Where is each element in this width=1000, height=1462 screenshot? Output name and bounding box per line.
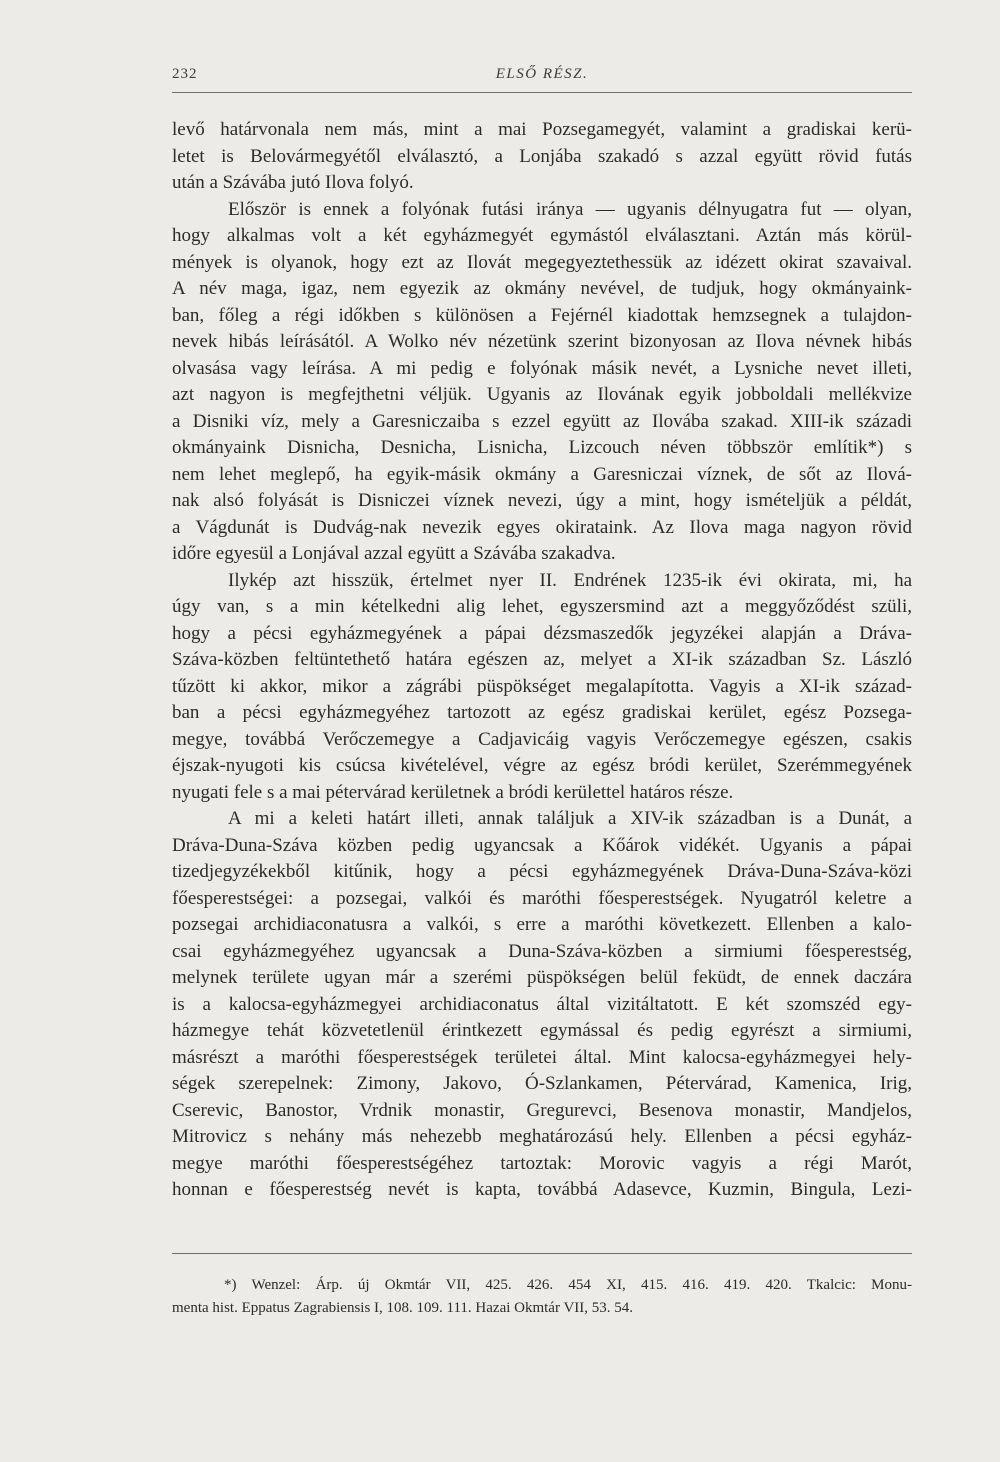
text-line: a Disniki víz, mely a Garesniczaiba s ezzel együtt az Ilovába szakad. XIII-ik századi — [172, 410, 912, 432]
text-line: tűzött ki akkor, mikor a zágrábi püspökséget megalapította. Vagyis a XI-ik század- — [172, 675, 912, 697]
text-line: időre egyesül a Lonjával azzal együtt a Szávába szakadva. — [172, 543, 616, 564]
text-line: azt nagyon is megfejthetni véljük. Ugyanis az Ilovának egyik jobboldali mellékvize — [172, 384, 912, 405]
text-line: ban a pécsi egyházmegyéhez tartozott az egész gradiskai kerület, egész Pozsega- — [172, 702, 912, 723]
text-line: levő határvonala nem más, mint a mai Pozsegamegyét, valamint a gradiskai kerü- — [172, 119, 912, 140]
text-line: Száva-közben feltüntethető határa egészen az, melyet a XI-ik században Sz. László — [172, 649, 912, 670]
text-line: is a kalocsa-egyházmegyei archidiaconatus által vizitáltatott. E két szomszéd egy- — [172, 993, 912, 1015]
text-line: házmegye tehát közvetetlenül érintkezett egymással és pedig egyrészt a sirmiumi, — [172, 1020, 912, 1041]
text-line: nevek hibás leírásától. A Wolko név nézetünk szerint bizonyosan az Ilova névnek hibás — [172, 331, 912, 352]
footnote-line: *) Wenzel: Árp. új Okmtár VII, 425. 426. 454 XI, 415. 416. 419. 420. Tkalcic: Monu- — [224, 1277, 912, 1293]
text-line: A név maga, igaz, nem egyezik az okmány nevével, de tudjuk, hogy okmányaink- — [172, 278, 912, 299]
text-line: Ilykép azt hisszük, értelmet nyer II. Endrének 1235-ik évi okirata, mi, ha — [228, 569, 912, 591]
running-title: ELSŐ RÉSZ. — [495, 66, 589, 82]
text-line: nem lehet meglepő, ha egyik-másik okmány a Garesniczai víznek, de sőt az Ilová- — [172, 463, 912, 485]
running-header — [172, 66, 912, 88]
footnote-rule — [172, 1253, 912, 1254]
text-line: tizedjegyzékekből kitűnik, hogy a pécsi egyházmegyének Dráva-Duna-Száva-közi — [172, 861, 912, 882]
text-line: csai egyházmegyéhez ugyancsak a Duna-Száva-közben a sirmiumi főesperestség, — [172, 940, 912, 962]
text-line: Cserevic, Banostor, Vrdnik monastir, Gregurevci, Besenova monastir, Mandjelos, — [172, 1099, 912, 1121]
text-line: ségek szerepelnek: Zimony, Jakovo, Ó-Szlankamen, Pétervárad, Kamenica, Irig, — [172, 1073, 912, 1094]
text-line: a Vágdunát is Dudvág-nak nevezik egyes okirataink. Az Ilova maga nagyon rövid — [172, 516, 912, 538]
text-line: megye, továbbá Verőczemegye a Cadjavicáig vagyis Verőczemegye egészen, csakis — [172, 728, 912, 750]
text-line: mények is olyanok, hogy ezt az Ilovát megegyeztethessük az idézett okirat szavaival. — [172, 251, 912, 273]
text-line: A mi a keleti határt illeti, annak találjuk a XIV-ik században is a Dunát, a — [228, 808, 912, 829]
text-line: olvasása vagy leírása. A mi pedig e folyónak másik nevét, a Lysniche nevet illeti, — [172, 357, 912, 379]
text-line: honnan e főesperestség nevét is kapta, továbbá Adasevce, Kuzmin, Bingula, Lezi- — [172, 1179, 912, 1200]
text-line: főesperestségei: a pozsegai, valkói és maróthi főesperestségek. Nyugatról keletre a — [172, 887, 912, 909]
text-line: hogy a pécsi egyházmegyének a pápai dézsmaszedők jegyzékei alapján a Dráva- — [172, 622, 912, 644]
text-line: úgy van, s a min kételkedni alig lehet, egyszersmind azt a meggyőződést szüli, — [172, 596, 912, 617]
header-rule — [172, 92, 912, 93]
footnote — [172, 1274, 912, 1320]
text-line: ban, főleg a régi időkben s különösen a Fejérnél kiadottak hemzsegnek a tulajdon- — [172, 304, 912, 326]
footnote-line: menta hist. Eppatus Zagrabiensis I, 108. 109. 111. Hazai Okmtár VII, 53. 54. — [172, 1300, 634, 1316]
text-line: hogy alkalmas volt a két egyházmegyét egymástól elválasztani. Aztán más körül- — [172, 225, 912, 246]
text-line: nyugati fele s a mai pétervárad kerületnek a bródi kerülettel határos része. — [172, 781, 734, 803]
body-text — [172, 117, 912, 1204]
text-line: melynek területe ugyan már a szerémi püspökségen belül feküdt, de ennek daczára — [172, 967, 912, 988]
text-line: megye maróthi főesperestségéhez tartoztak: Morovic vagyis a régi Marót, — [172, 1152, 912, 1174]
text-line: éjszak-nyugoti kis csúcsa kivételével, végre az egész bródi kerület, Szerémmegyének — [172, 755, 912, 776]
text-line: Először is ennek a folyónak futási iránya — ugyanis délnyugatra fut — olyan, — [228, 198, 912, 220]
text-line: letet is Belovármegyétől elválasztó, a Lonjába szakadó s azzal együtt rövid futás — [172, 145, 912, 167]
text-line: Mitrovicz s nehány más nehezebb meghatározású hely. Ellenben a pécsi egyház- — [172, 1126, 912, 1147]
text-line: másrészt a maróthi főesperestségek területei által. Mint kalocsa-egyházmegyei hely- — [172, 1046, 912, 1068]
text-line: pozsegai archidiaconatusra a valkói, s erre a maróthi következett. Ellenben a kalo- — [172, 914, 912, 935]
text-line: Dráva-Duna-Száva közben pedig ugyancsak a Kőárok vidékét. Ugyanis a pápai — [172, 834, 912, 856]
page-number: 232 — [172, 66, 198, 82]
text-line: után a Szávába jutó Ilova folyó. — [172, 172, 414, 193]
text-line: okmányaink Disnicha, Desnicha, Lisnicha, Lizcouch néven többször említik*) s — [172, 437, 912, 458]
text-line: nak alsó folyását is Disniczei víznek nevezi, úgy a mint, hogy ismételjük a példát, — [172, 490, 912, 511]
